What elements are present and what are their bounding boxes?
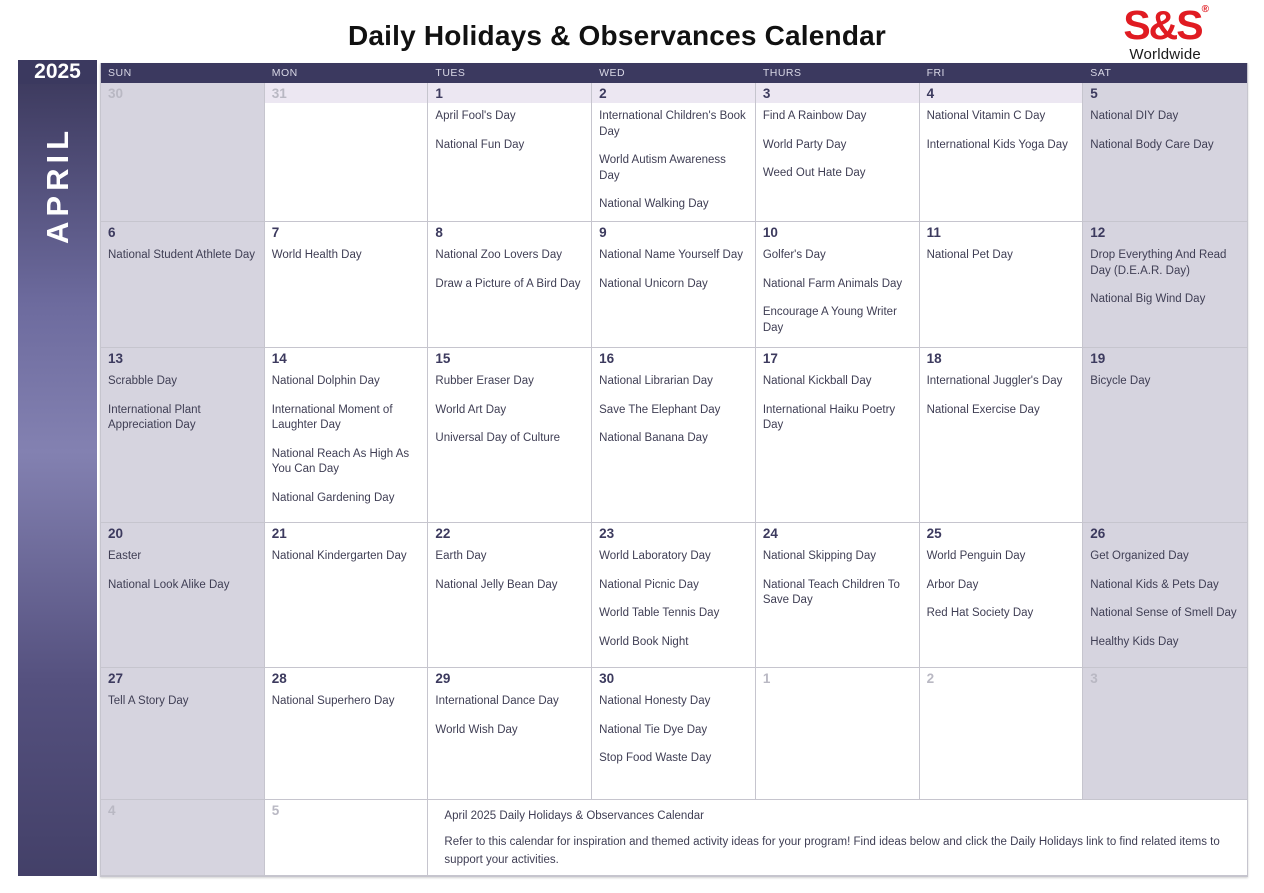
event-label: National Zoo Lovers Day — [435, 249, 562, 261]
day-number: 2 — [592, 83, 755, 103]
calendar-cell — [592, 668, 756, 800]
event-label: National Dolphin Day — [271, 375, 380, 387]
calendar-cell — [756, 668, 920, 800]
day-header-row — [101, 63, 1247, 83]
calendar-week-row — [101, 83, 1247, 222]
event-label: World Penguin Day — [926, 550, 1026, 562]
footer-note — [428, 800, 1247, 876]
calendar-cell — [920, 222, 1084, 348]
day-header: FRI — [926, 67, 945, 79]
day-number: 1 — [428, 83, 591, 103]
event-label: National Gardening Day — [271, 491, 395, 504]
event-label: National DIY Day — [1090, 110, 1179, 122]
day-number: 22 — [435, 525, 451, 541]
calendar-cell — [101, 523, 265, 668]
calendar-cell — [101, 348, 265, 523]
event-label: Golfer's Day — [762, 249, 826, 261]
event-label: Drop Everything And Read Day (D.E.A.R. Day) — [1090, 249, 1227, 277]
event-label: National Teach Children To Save Day — [762, 578, 900, 607]
day-number: 30 — [108, 85, 124, 101]
day-number: 5 — [271, 802, 280, 818]
event-label: World Art Day — [435, 403, 507, 416]
event-label: National Tie Dye Day — [599, 723, 708, 736]
calendar-cell — [756, 83, 920, 222]
event-label: National Farm Animals Day — [762, 277, 903, 290]
day-number: 17 — [762, 350, 778, 366]
day-number: 10 — [762, 224, 778, 240]
calendar-cell — [1083, 83, 1247, 222]
event-label: National Librarian Day — [599, 375, 713, 387]
event-label: Healthy Kids Day — [1090, 635, 1179, 648]
calendar-cell — [265, 800, 429, 876]
calendar-cell — [101, 222, 265, 348]
event-label: Easter — [108, 550, 142, 562]
event-label: National Jelly Bean Day — [435, 578, 558, 591]
event-label: National Superhero Day — [271, 695, 395, 707]
day-header: SAT — [1090, 67, 1112, 79]
day-number: 29 — [435, 670, 451, 686]
event-label: National Body Care Day — [1090, 138, 1214, 151]
event-label: Arbor Day — [926, 578, 979, 591]
brand-logo — [1123, 2, 1207, 63]
day-header: SUN — [108, 67, 132, 79]
day-number: 4 — [920, 83, 1083, 103]
event-label: World Autism Awareness Day — [599, 154, 726, 182]
event-label: International Haiku Poetry Day — [762, 403, 896, 432]
calendar-week-row — [101, 523, 1247, 668]
event-label: World Book Night — [599, 635, 689, 648]
day-number: 31 — [265, 83, 428, 103]
day-number: 30 — [599, 670, 615, 686]
event-label: International Children's Book Day — [599, 110, 746, 138]
day-number: 11 — [926, 224, 941, 240]
event-label: Universal Day of Culture — [435, 432, 561, 445]
event-label: April Fool's Day — [435, 110, 516, 122]
month-label: APRIL — [39, 126, 75, 244]
event-label: World Laboratory Day — [599, 550, 711, 562]
event-label: National Picnic Day — [599, 578, 699, 591]
calendar-cell — [592, 523, 756, 668]
calendar-cell — [592, 348, 756, 523]
day-number: 7 — [271, 224, 280, 240]
year-label: 2025 — [18, 60, 97, 84]
day-number: 28 — [271, 670, 287, 686]
day-number: 24 — [762, 525, 778, 541]
event-label: Bicycle Day — [1090, 375, 1151, 387]
day-number: 6 — [108, 224, 116, 240]
calendar-week-row — [101, 668, 1247, 800]
day-header: TUES — [435, 67, 466, 79]
calendar-week-row — [101, 348, 1247, 523]
day-number: 14 — [271, 350, 287, 366]
calendar-cell — [920, 83, 1084, 222]
day-number: 13 — [108, 350, 124, 366]
event-label: National Fun Day — [435, 138, 525, 151]
event-label: International Kids Yoga Day — [926, 138, 1068, 151]
day-number: 23 — [599, 525, 615, 541]
event-label: World Health Day — [271, 249, 362, 261]
event-label: Scrabble Day — [108, 375, 178, 387]
event-label: International Moment of Laughter Day — [271, 403, 393, 432]
event-label: National Look Alike Day — [108, 578, 230, 591]
calendar-cell — [756, 523, 920, 668]
event-label: Stop Food Waste Day — [599, 752, 712, 765]
calendar-cell — [1083, 348, 1247, 523]
calendar-cell — [592, 222, 756, 348]
day-number: 3 — [756, 83, 919, 103]
calendar-cell — [920, 668, 1084, 800]
day-number: 25 — [926, 525, 942, 541]
calendar-cell — [920, 348, 1084, 523]
day-number: 26 — [1090, 525, 1106, 541]
calendar-cell — [428, 83, 592, 222]
event-label: Weed Out Hate Day — [762, 167, 866, 180]
day-number: 5 — [1090, 85, 1098, 101]
event-label: International Dance Day — [435, 695, 559, 707]
day-number: 8 — [435, 224, 443, 240]
event-label: National Big Wind Day — [1090, 293, 1206, 306]
footer-note-body: Refer to this calendar for inspiration and themed activity ideas for your program! Find ideas below and click the Daily Holidays link to find related items to support your activities. — [444, 836, 1220, 867]
event-label: International Juggler's Day — [926, 375, 1063, 387]
event-label: National Name Yourself Day — [599, 249, 743, 261]
day-number: 21 — [271, 525, 287, 541]
calendar-cell — [101, 83, 265, 222]
day-header: THURS — [762, 67, 802, 79]
event-label: National Banana Day — [599, 432, 708, 445]
event-label: National Sense of Smell Day — [1090, 607, 1237, 620]
event-label: National Walking Day — [599, 198, 709, 211]
calendar-cell — [920, 523, 1084, 668]
event-label: National Reach As High As You Can Day — [271, 447, 410, 476]
calendar-week-row — [101, 222, 1247, 348]
event-label: National Unicorn Day — [599, 277, 708, 290]
event-label: Draw a Picture of A Bird Day — [435, 277, 581, 290]
event-label: Find A Rainbow Day — [762, 110, 867, 122]
calendar-cell — [101, 800, 265, 876]
calendar-cell — [1083, 523, 1247, 668]
event-label: National Pet Day — [926, 249, 1013, 261]
registered-trademark-icon: ® — [1201, 4, 1207, 15]
day-number: 19 — [1090, 350, 1106, 366]
event-label: National Kickball Day — [762, 375, 872, 387]
calendar-cell — [428, 348, 592, 523]
calendar-cell — [1083, 222, 1247, 348]
calendar-cell — [265, 83, 429, 222]
calendar-cell — [428, 668, 592, 800]
event-label: National Kindergarten Day — [271, 550, 407, 562]
footer-note-title: April 2025 Daily Holidays & Observances Calendar — [444, 810, 704, 822]
calendar-grid-body — [101, 83, 1247, 876]
day-number: 12 — [1090, 224, 1106, 240]
calendar-cell — [428, 222, 592, 348]
calendar-week-row — [101, 800, 1247, 876]
event-label: International Plant Appreciation Day — [108, 403, 201, 432]
event-label: Tell A Story Day — [108, 695, 189, 707]
day-number: 16 — [599, 350, 615, 366]
event-label: National Kids & Pets Day — [1090, 578, 1219, 591]
logo-wordmark: S&S® — [1123, 2, 1207, 48]
event-label: Save The Elephant Day — [599, 403, 721, 416]
event-label: National Skipping Day — [762, 550, 876, 562]
calendar-cell — [101, 668, 265, 800]
day-number: 18 — [926, 350, 942, 366]
day-header: WED — [599, 67, 626, 79]
calendar-cell — [265, 523, 429, 668]
day-number: 2 — [926, 670, 935, 686]
calendar-cell — [1083, 668, 1247, 800]
event-label: Get Organized Day — [1090, 550, 1189, 562]
day-number: 15 — [435, 350, 451, 366]
calendar-cell — [265, 668, 429, 800]
event-label: National Exercise Day — [926, 403, 1040, 416]
day-number: 3 — [1090, 670, 1098, 686]
event-label: World Party Day — [762, 138, 847, 151]
day-number: 4 — [108, 802, 116, 818]
event-label: National Student Athlete Day — [108, 249, 256, 261]
day-number: 1 — [762, 670, 771, 686]
month-sidebar — [18, 60, 97, 876]
day-number: 20 — [108, 525, 124, 541]
event-label: National Honesty Day — [599, 695, 711, 707]
calendar-cell — [265, 222, 429, 348]
day-number: 9 — [599, 224, 607, 240]
calendar-cell — [592, 83, 756, 222]
event-label: Earth Day — [435, 550, 487, 562]
calendar-cell — [756, 348, 920, 523]
page-title: Daily Holidays & Observances Calendar — [347, 20, 887, 51]
day-number: 27 — [108, 670, 124, 686]
event-label: Red Hat Society Day — [926, 607, 1034, 620]
calendar-cell — [265, 348, 429, 523]
event-label: World Wish Day — [435, 723, 518, 736]
event-label: World Table Tennis Day — [599, 607, 720, 620]
calendar-cell — [428, 523, 592, 668]
day-header: MON — [271, 67, 298, 79]
event-label: Encourage A Young Writer Day — [762, 306, 897, 334]
event-label: Rubber Eraser Day — [435, 375, 534, 387]
calendar-grid — [100, 63, 1248, 877]
calendar-cell — [756, 222, 920, 348]
event-label: National Vitamin C Day — [926, 110, 1046, 122]
logo-subtitle: Worldwide — [1129, 46, 1201, 63]
